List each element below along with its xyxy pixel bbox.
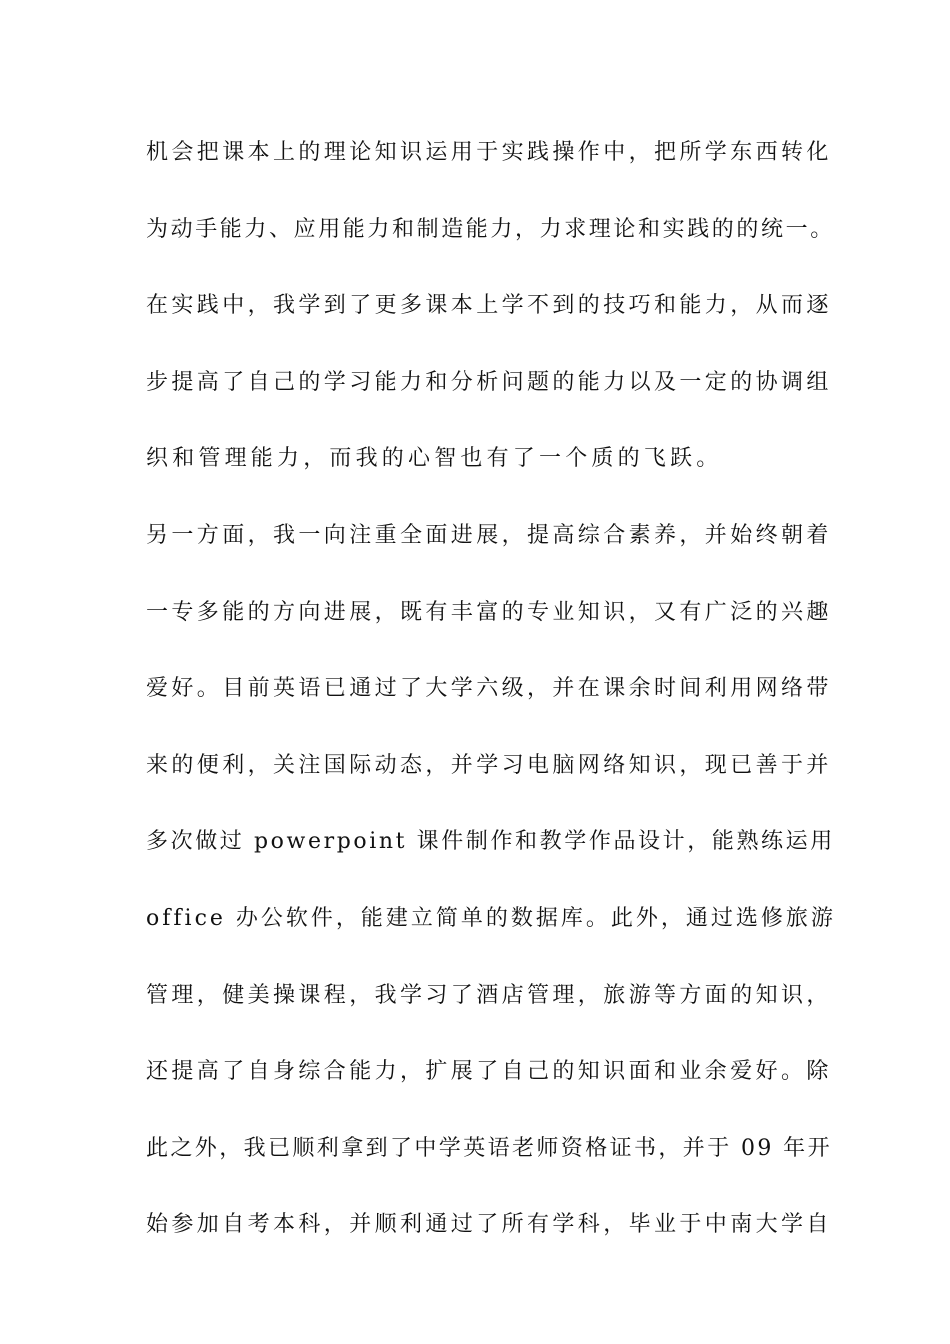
text-line: 步提高了自己的学习能力和分析问题的能力以及一定的协调组 [146, 369, 832, 395]
text-line: 机会把课本上的理论知识运用于实践操作中，把所学东西转化 [146, 140, 832, 165]
text-line: 为动手能力、应用能力和制造能力，力求理论和实践的的统一。 [146, 216, 835, 242]
text-line: 另一方面，我一向注重全面进展，提高综合素养，并始终朝着 [146, 522, 832, 548]
text-line: 此之外，我已顺利拿到了中学英语老师资格证书，并于 09 年开 [146, 1135, 832, 1161]
text-line: 织和管理能力，而我的心智也有了一个质的飞跃。 [146, 446, 723, 472]
text-line: 爱好。目前英语已通过了大学六级，并在课余时间利用网络带 [146, 676, 832, 702]
text-line: 管理，健美操课程，我学习了酒店管理，旅游等方面的知识， [146, 982, 832, 1008]
text-line: 多次做过 powerpoint 课件制作和教学作品设计，能熟练运用 [146, 829, 835, 855]
text-line: 在实践中，我学到了更多课本上学不到的技巧和能力，从而逐 [146, 293, 832, 319]
text-line: office 办公软件，能建立简单的数据库。此外，通过选修旅游 [146, 905, 836, 931]
text-line: 一专多能的方向进展，既有丰富的专业知识，又有广泛的兴趣 [146, 599, 832, 625]
text-line: 始参加自考本科，并顺利通过了所有学科，毕业于中南大学自 [146, 1212, 832, 1238]
text-line: 来的便利，关注国际动态，并学习电脑网络知识，现已善于并 [146, 752, 832, 778]
text-line: 还提高了自身综合能力，扩展了自己的知识面和业余爱好。除 [146, 1059, 832, 1085]
body-text [146, 133, 836, 1282]
